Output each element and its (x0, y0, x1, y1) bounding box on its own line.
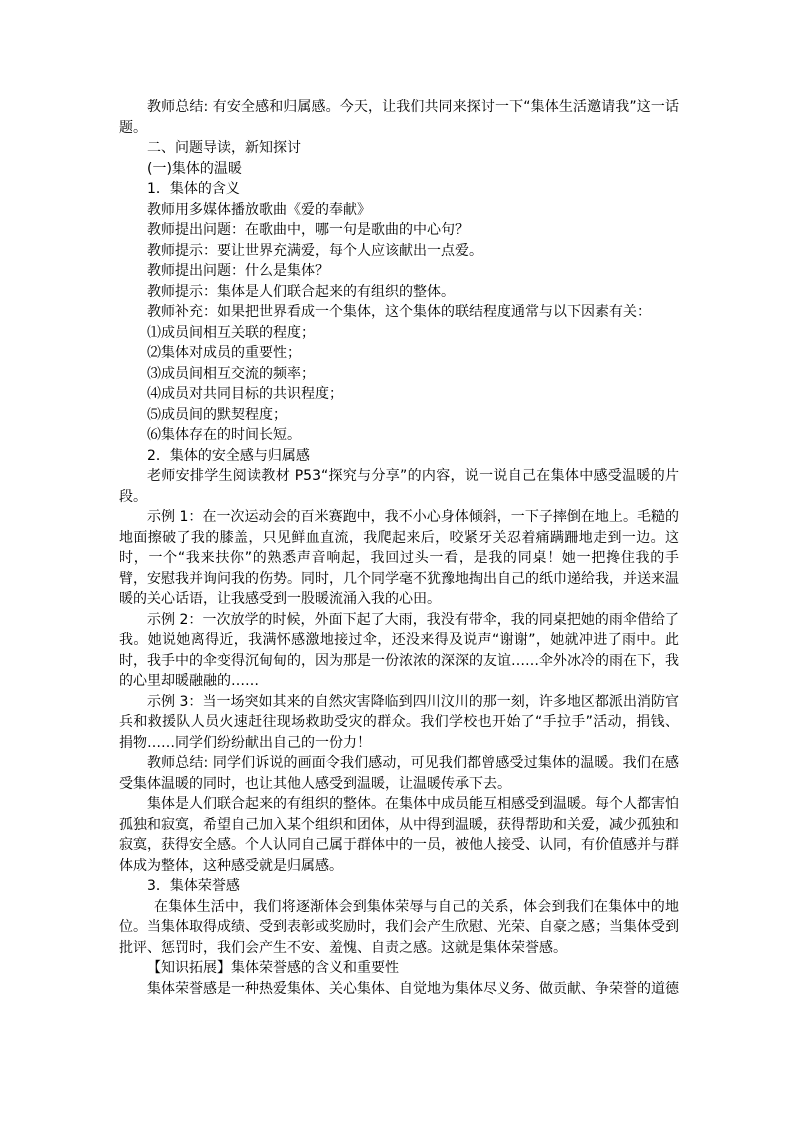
paragraph-honor-definition: 集体荣誉感是一种热爱集体、关心集体、自觉地为集体尽义务、做贡献、争荣誉的道德 (147, 980, 679, 997)
subsection-heading-1: (一)集体的温暖 (147, 160, 242, 177)
paragraph-collective-definition: 集体是人们联合起来的有组织的整体。在集体中成员能互相感受到温暖。每个人都害怕孤独和寂寞，希望自己加入某个组织和团体，从中得到温暖，获得帮助和关爱，减少孤独和寂寞，获得安全感。个人认同自己属于群体中的一员，被他人接受、认同，有价值感并与群体成为整体，这种感受就是归属感。 (119, 796, 679, 874)
list-item: ⑹集体存在的时间长短。 (147, 427, 301, 443)
paragraph-example-2: 示例 2：一次放学的时候，外面下起了大雨，我没有带伞，我的同桌把她的雨伞借给了我。她说她离得近，我满怀感激地接过伞，还没来得及说声“谢谢”，她就冲进了雨中。此时，我手中的伞变得沉甸甸的，因为那是一份浓浓的深深的友谊……伞外冰冷的雨在下，我的心里却暖融融的…… (119, 611, 679, 689)
list-item: ⑵集体对成员的重要性； (147, 345, 301, 361)
document-page (119, 97, 679, 999)
topic-heading-1: 1．集体的含义 (147, 181, 240, 197)
paragraph-question-1: 教师提出问题：在歌曲中，哪一句是歌曲的中心句？ (147, 222, 469, 238)
paragraph-hint-2: 教师提示：集体是人们联合起来的有组织的整体。 (147, 283, 455, 300)
section-heading-2: 二、问题导读，新知探讨 (147, 140, 301, 156)
list-item: ⑴成员间相互关联的程度； (147, 324, 315, 341)
list-item: ⑸成员间的默契程度； (147, 406, 287, 423)
topic-heading-3: 3．集体荣誉感 (147, 878, 240, 894)
paragraph-supplement: 教师补充：如果把世界看成一个集体，这个集体的联结程度通常与以下因素有关： (147, 304, 651, 320)
paragraph-reading-task: 老师安排学生阅读教材 P53“探究与分享”的内容，说一说自己在集体中感受温暖的片段。 (119, 468, 679, 505)
topic-heading-2: 2．集体的安全感与归属感 (147, 447, 310, 464)
paragraph-song: 教师用多媒体播放歌曲《爱的奉献》 (147, 201, 371, 218)
paragraph-teacher-summary-2: 教师总结: 同学们诉说的画面令我们感动，可见我们都曾感受过集体的温暖。我们在感受集体温暖的同时，也让其他人感受到温暖，让温暖传承下去。 (119, 755, 679, 792)
paragraph-hint-1: 教师提示：要让世界充满爱，每个人应该献出一点爱。 (147, 242, 483, 259)
knowledge-extension-heading: 【知识拓展】集体荣誉感的含义和重要性 (147, 960, 399, 976)
paragraph-teacher-summary-1: 教师总结: 有安全感和归属感。今天，让我们共同来探讨一下“集体生活邀请我”这一话题。 (119, 99, 679, 136)
paragraph-example-3: 示例 3：当一场突如其来的自然灾害降临到四川汶川的那一刻，许多地区都派出消防官兵和救援队人员火速赶往现场救助受灾的群众。我们学校也开始了“手拉手”活动，捐钱、捐物……同学们纷纷献出自己的一份力！ (119, 693, 679, 751)
paragraph-collective-honor: 在集体生活中，我们将逐渐体会到集体荣辱与自己的关系，体会到我们在集体中的地位。当集体取得成绩、受到表彰或奖励时，我们会产生欣慰、光荣、自豪之感；当集体受到批评、惩罚时，我们会产生不安、羞愧、自责之感。这就是集体荣誉感。 (119, 898, 679, 956)
paragraph-example-1: 示例 1：在一次运动会的百米赛跑中，我不小心身体倾斜，一下子摔倒在地上。毛糙的地面擦破了我的膝盖，只见鲜血直流，我爬起来后，咬紧牙关忍着痛蹒跚地走到一边。这时，一个“我来扶你”的熟悉声音响起，我回过头一看，是我的同桌！她一把搀住我的手臂，安慰我并询问我的伤势。同时，几个同学毫不犹豫地掏出自己的纸巾递给我，并送来温暖的关心话语，让我感受到一股暖流涌入我的心田。 (119, 509, 679, 607)
paragraph-question-2: 教师提出问题：什么是集体？ (147, 263, 329, 279)
list-item: ⑶成员间相互交流的频率； (147, 365, 315, 382)
list-item: ⑷成员对共同目标的共识程度； (147, 386, 343, 402)
